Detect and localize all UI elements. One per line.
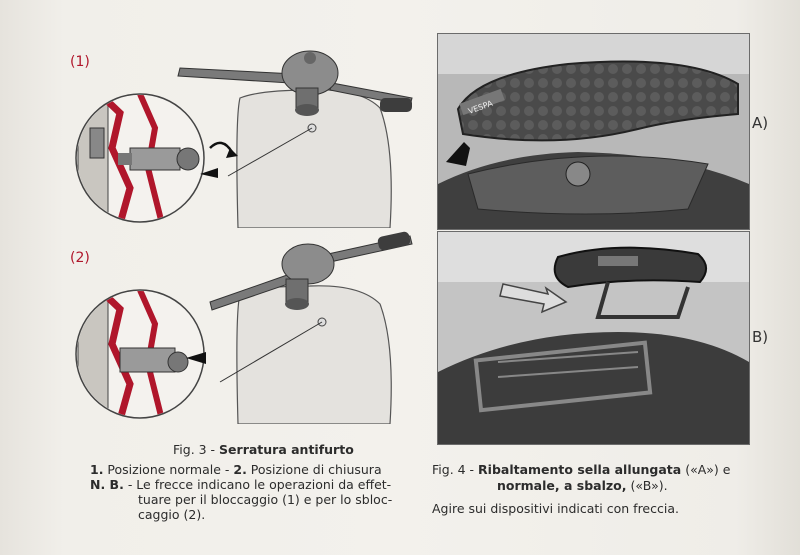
fig3-title: Serratura antifurto — [219, 442, 354, 457]
steering-lock-illustration-1 — [60, 28, 430, 228]
photo-b-label: B) — [752, 328, 769, 346]
fig4-title-end: («B»). — [626, 478, 668, 493]
seat-photo-b — [437, 231, 750, 445]
fig3-num1: 1. — [90, 462, 104, 477]
fig3-nb-text: - Le frecce indicano le operazioni da effet- — [123, 477, 392, 492]
fig3-num2: 2. — [233, 462, 247, 477]
steering-lock-illustration-2 — [60, 224, 430, 424]
seat-badge: VESPA — [466, 98, 494, 116]
fig3-text2: Posizione di chiusura — [246, 462, 382, 477]
fig4-title-bold2: normale, a sbalzo, — [497, 478, 627, 493]
fig3-caption-title — [173, 441, 354, 458]
photo-a-label: A) — [752, 114, 769, 132]
fig4-title-bold1: Ribaltamento sella allungata — [478, 462, 682, 477]
seat-photo-a — [437, 33, 750, 230]
fig4-caption-line2 — [497, 477, 668, 494]
fig3-caption-line3: tuare per il bloccaggio (1) e per lo sbloc- — [138, 492, 393, 507]
fig4-prefix: Fig. 4 - — [432, 462, 479, 477]
fig3-text1: Posizione normale - — [103, 462, 234, 477]
fig3-nb: N. B. — [90, 477, 124, 492]
fig4-caption-line1 — [432, 461, 730, 478]
position-1-label: (1) — [70, 54, 90, 70]
fig3-prefix: Fig. 3 - — [173, 442, 220, 457]
fig3-caption-line4: caggio (2). — [138, 507, 206, 522]
position-2-label: (2) — [70, 250, 90, 266]
fig4-note: Agire sui dispositivi indicati con freccia. — [432, 501, 679, 516]
fig4-title-mid: («A») e — [681, 462, 731, 477]
